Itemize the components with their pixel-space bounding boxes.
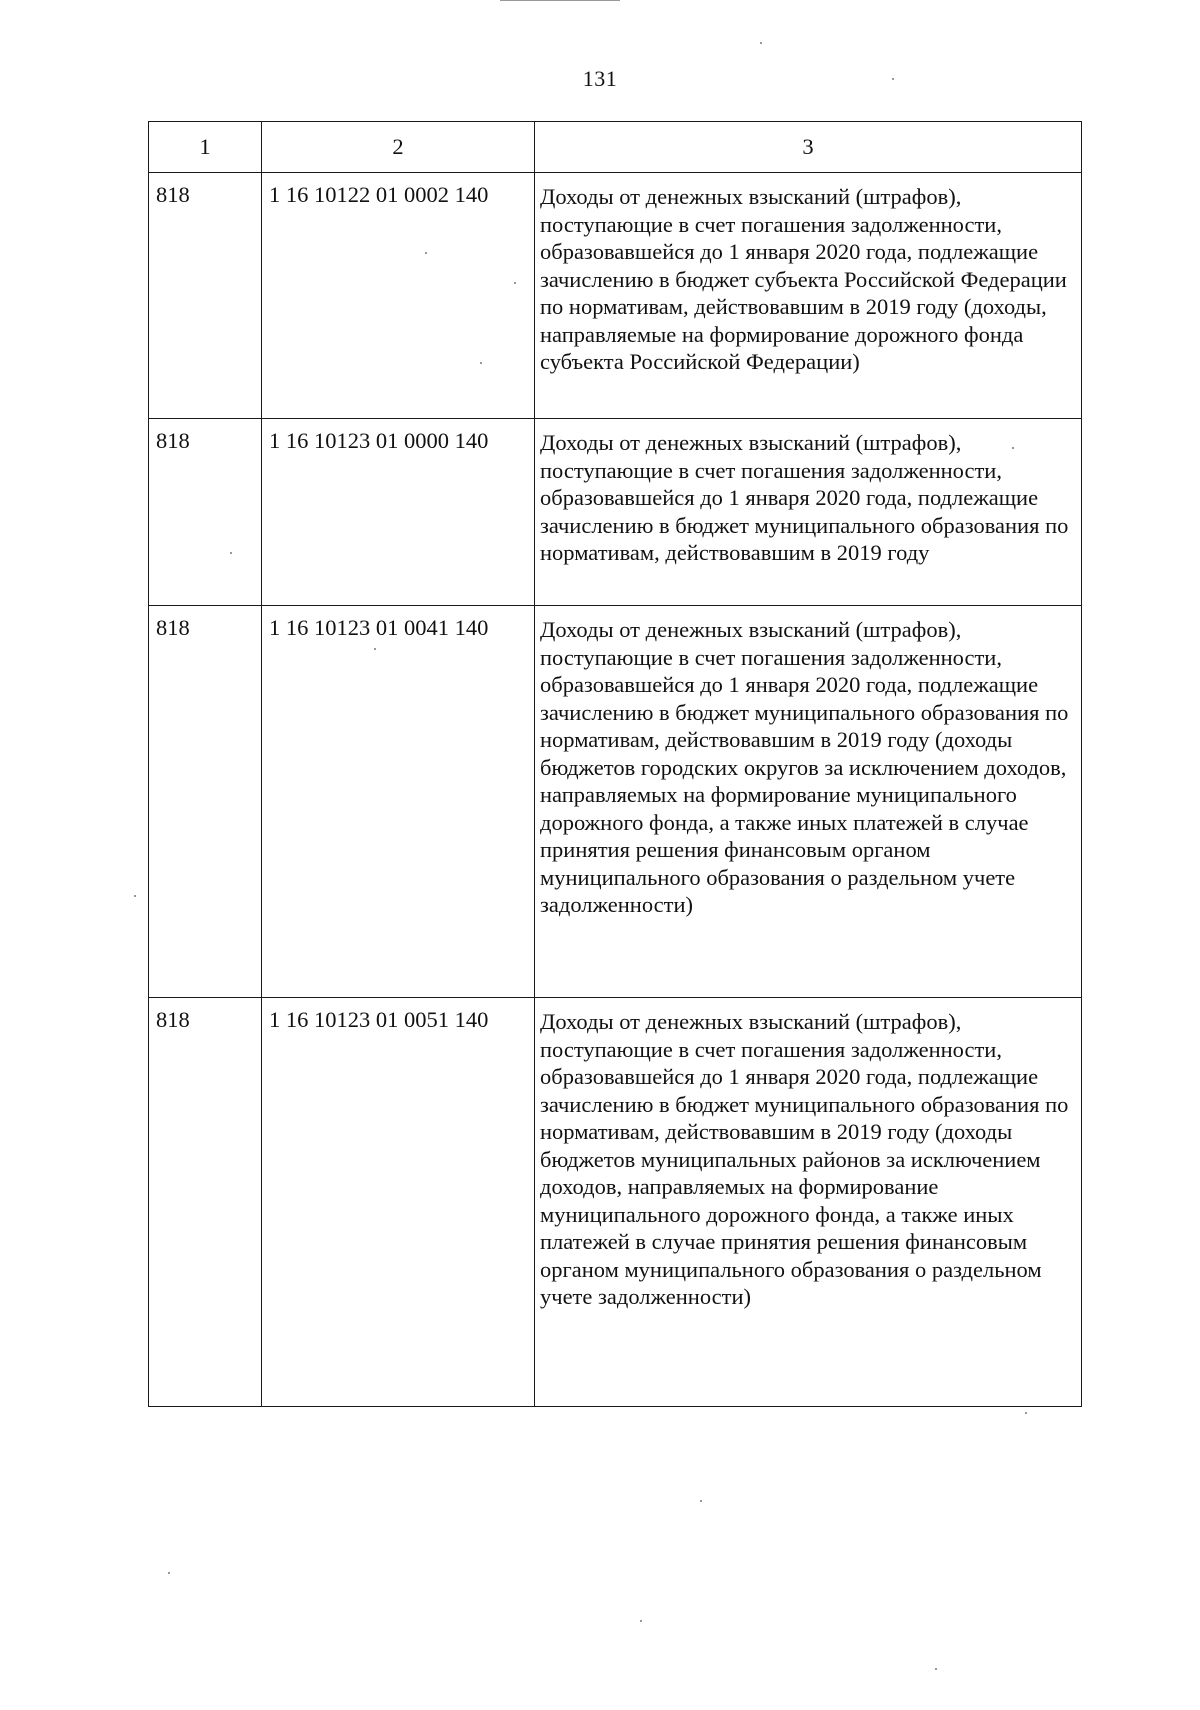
table-row — [149, 998, 1082, 1407]
scan-speck — [168, 1572, 170, 1574]
scan-speck — [480, 362, 482, 364]
header-col-3: 3 — [535, 122, 1082, 173]
scan-speck — [134, 895, 136, 897]
kbk-code-cell: 1 16 10122 01 0002 140 — [269, 182, 489, 207]
scan-speck — [892, 78, 894, 80]
description-cell: Доходы от денежных взысканий (штрафов), поступающие в счет погашения задолженности, образовавшейся до 1 января 2020 года, подлежащие зачислению в бюджет субъекта Российской Федерации по нормативам, действовавшим в 2019 году (доходы, направляемые на формирование дорожного фонда субъекта Российской Федерации) — [540, 184, 1067, 374]
page-number: 131 — [582, 66, 618, 91]
admin-code-cell: 818 — [156, 428, 190, 453]
table-row — [149, 419, 1082, 606]
admin-code-cell: 818 — [156, 615, 190, 640]
scan-speck — [230, 552, 232, 554]
scan-speck — [640, 1620, 642, 1622]
description-cell: Доходы от денежных взысканий (штрафов), поступающие в счет погашения задолженности, образовавшейся до 1 января 2020 года, подлежащие зачислению в бюджет муниципального образования по нормативам, действовавшим в 2019 году (доходы бюджетов городских округов за исключением доходов, направляемых на формирование муниципального дорожного фонда, а также иных платежей в случае принятия решения финансовым органом муниципального образования о раздельном учете задолженности) — [540, 617, 1069, 917]
scan-edge-line — [500, 0, 620, 1]
scan-speck — [760, 42, 762, 44]
admin-code-cell: 818 — [156, 1007, 190, 1032]
revenue-codes-table — [148, 121, 1082, 1407]
scan-speck — [700, 1500, 702, 1502]
scan-speck — [425, 252, 427, 254]
scan-speck — [374, 648, 376, 650]
header-col-1: 1 — [149, 122, 262, 173]
table-row — [149, 606, 1082, 998]
kbk-code-cell: 1 16 10123 01 0000 140 — [269, 428, 489, 453]
description-cell: Доходы от денежных взысканий (штрафов), поступающие в счет погашения задолженности, образовавшейся до 1 января 2020 года, подлежащие зачислению в бюджет муниципального образования по нормативам, действовавшим в 2019 году — [540, 430, 1069, 565]
table-row — [149, 173, 1082, 419]
scan-speck — [935, 1668, 937, 1670]
header-col-2: 2 — [262, 122, 535, 173]
scan-speck — [1012, 447, 1014, 449]
kbk-code-cell: 1 16 10123 01 0051 140 — [269, 1007, 489, 1032]
description-cell: Доходы от денежных взысканий (штрафов), поступающие в счет погашения задолженности, образовавшейся до 1 января 2020 года, подлежащие зачислению в бюджет муниципального образования по нормативам, действовавшим в 2019 году (доходы бюджетов муниципальных районов за исключением доходов, направляемых на формирование муниципального дорожного фонда, а также иных платежей в случае принятия решения финансовым органом муниципального образования о раздельном учете задолженности) — [540, 1009, 1069, 1309]
scan-speck — [1025, 1412, 1027, 1414]
scan-speck — [514, 282, 516, 284]
admin-code-cell: 818 — [156, 182, 190, 207]
table-header-row — [149, 122, 1082, 173]
kbk-code-cell: 1 16 10123 01 0041 140 — [269, 615, 489, 640]
